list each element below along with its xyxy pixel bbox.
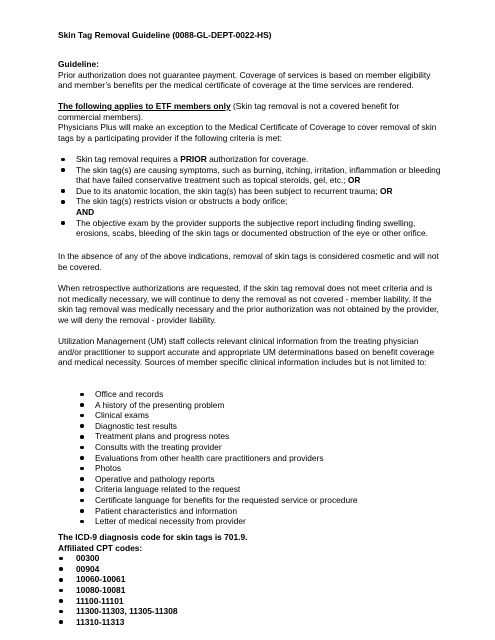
etf-heading: The following applies to ETF members only	[58, 101, 231, 111]
bullet-icon	[80, 520, 84, 524]
document-title: Skin Tag Removal Guideline (0088-GL-DEPT-0022-HS)	[58, 30, 272, 40]
bullet-icon	[80, 499, 84, 503]
bullet-icon	[80, 456, 84, 460]
etf-paragraph	[58, 101, 442, 122]
cpt-code-item: 11100-11101	[58, 596, 442, 607]
cpt-code-item: 10060-10061	[58, 574, 442, 585]
bullet-icon	[80, 446, 84, 450]
sources-list	[58, 389, 442, 527]
bullet-icon	[80, 424, 84, 428]
source-list-item: Office and records	[58, 389, 442, 400]
source-list-item: Evaluations from other health care practitioners and providers	[58, 453, 442, 464]
bullet-icon	[80, 435, 84, 439]
um-paragraph: Utilization Management (UM) staff collects relevant clinical information from the treating physician and/or practitioner to support accurate and appropriate UM determinations based on benefit coverage and medical necessity. Sources of member specific clinical information includes but is not limited to:	[58, 336, 435, 368]
cpt-code-item: 10080-10081	[58, 585, 442, 596]
bullet-icon	[59, 599, 63, 603]
criteria-item: Due to its anatomic location, the skin tag(s) has been subject to recurrent trauma; OR	[58, 186, 442, 197]
cpt-code-item: 11300-11303, 11305-11308	[58, 606, 442, 617]
bullet-icon	[80, 403, 84, 407]
source-list-item: Letter of medical necessity from provider	[58, 516, 442, 527]
criteria-list	[58, 154, 442, 239]
source-list-item: Patient characteristics and information	[58, 506, 442, 517]
etf-note: (Skin tag removal is not a covered benefit for commercial members).	[58, 101, 400, 122]
and-connector: AND	[76, 206, 95, 217]
bullet-icon	[59, 610, 63, 614]
source-list-item: Operative and pathology reports	[58, 474, 442, 485]
source-list-item: Photos	[58, 463, 442, 474]
guideline-heading: Guideline:	[58, 59, 99, 69]
bullet-icon	[80, 467, 84, 471]
source-list-item: Certificate language for benefits for the requested service or procedure	[58, 495, 442, 506]
bullet-icon	[59, 557, 63, 561]
bullet-icon	[61, 168, 65, 172]
cpt-heading: Affiliated CPT codes:	[58, 542, 143, 553]
criteria-item: The objective exam by the provider supports the subjective report including finding swelling, erosions, scabs, bleeding of the skin tags or documented obstruction of the eye or other orifice.	[58, 218, 442, 239]
bullet-icon	[61, 200, 65, 204]
exception-paragraph: Physicians Plus will make an exception to the Medical Certificate of Coverage to cover removal of skin tags by a participating provider if the following criteria is met:	[58, 122, 437, 143]
source-list-item: A history of the presenting problem	[58, 400, 442, 411]
source-list-item: Clinical exams	[58, 410, 442, 421]
bullet-icon	[80, 414, 84, 418]
absence-paragraph: In the absence of any of the above indications, removal of skin tags is considered cosmetic and will not be covered.	[58, 251, 439, 272]
bullet-icon	[80, 393, 84, 397]
bullet-icon	[59, 620, 63, 624]
bullet-icon	[61, 158, 65, 162]
cpt-code-list	[58, 553, 442, 627]
cpt-code-item: 11310-11313	[58, 617, 442, 628]
source-list-item: Criteria language related to the request	[58, 484, 442, 495]
bullet-icon	[61, 221, 65, 225]
criteria-item: The skin tag(s) restricts vision or obstructs a body orifice; AND	[58, 196, 442, 217]
bullet-icon	[59, 578, 63, 582]
bullet-icon	[80, 488, 84, 492]
bullet-icon	[61, 189, 65, 193]
bullet-icon	[59, 567, 63, 571]
bullet-icon	[80, 509, 84, 513]
source-list-item: Treatment plans and progress notes	[58, 431, 442, 442]
retro-paragraph: When retrospective authorizations are requested, if the skin tag removal does not meet criteria and is not medically necessary, we will continue to deny the removal as not covered - member liability. If the skin tag removal was medically necessary and the prior authorization was not obtained by the provider, we will deny the removal - provider liability.	[58, 283, 439, 325]
bullet-icon	[59, 589, 63, 593]
source-list-item: Diagnostic test results	[58, 421, 442, 432]
criteria-item: Skin tag removal requires a PRIOR authorization for coverage.	[58, 154, 442, 165]
guideline-section	[58, 59, 442, 91]
criteria-item: The skin tag(s) are causing symptoms, such as burning, itching, irritation, inflammation or bleeding that have failed conservative treatment such as topical steroids, gel, etc.; OR	[58, 165, 442, 186]
icd-paragraph: The ICD-9 diagnosis code for skin tags is 701.9.	[58, 532, 248, 542]
guideline-intro: Prior authorization does not guarantee payment. Coverage of services is based on member eligibility and member’s benefits per the medical certificate of coverage at the time services are rendered.	[58, 69, 431, 91]
source-list-item: Consults with the treating provider	[58, 442, 442, 453]
cpt-code-item: 00904	[58, 564, 442, 575]
etf-section	[58, 101, 442, 143]
cpt-code-item: 00300	[58, 553, 442, 564]
bullet-icon	[80, 477, 84, 481]
